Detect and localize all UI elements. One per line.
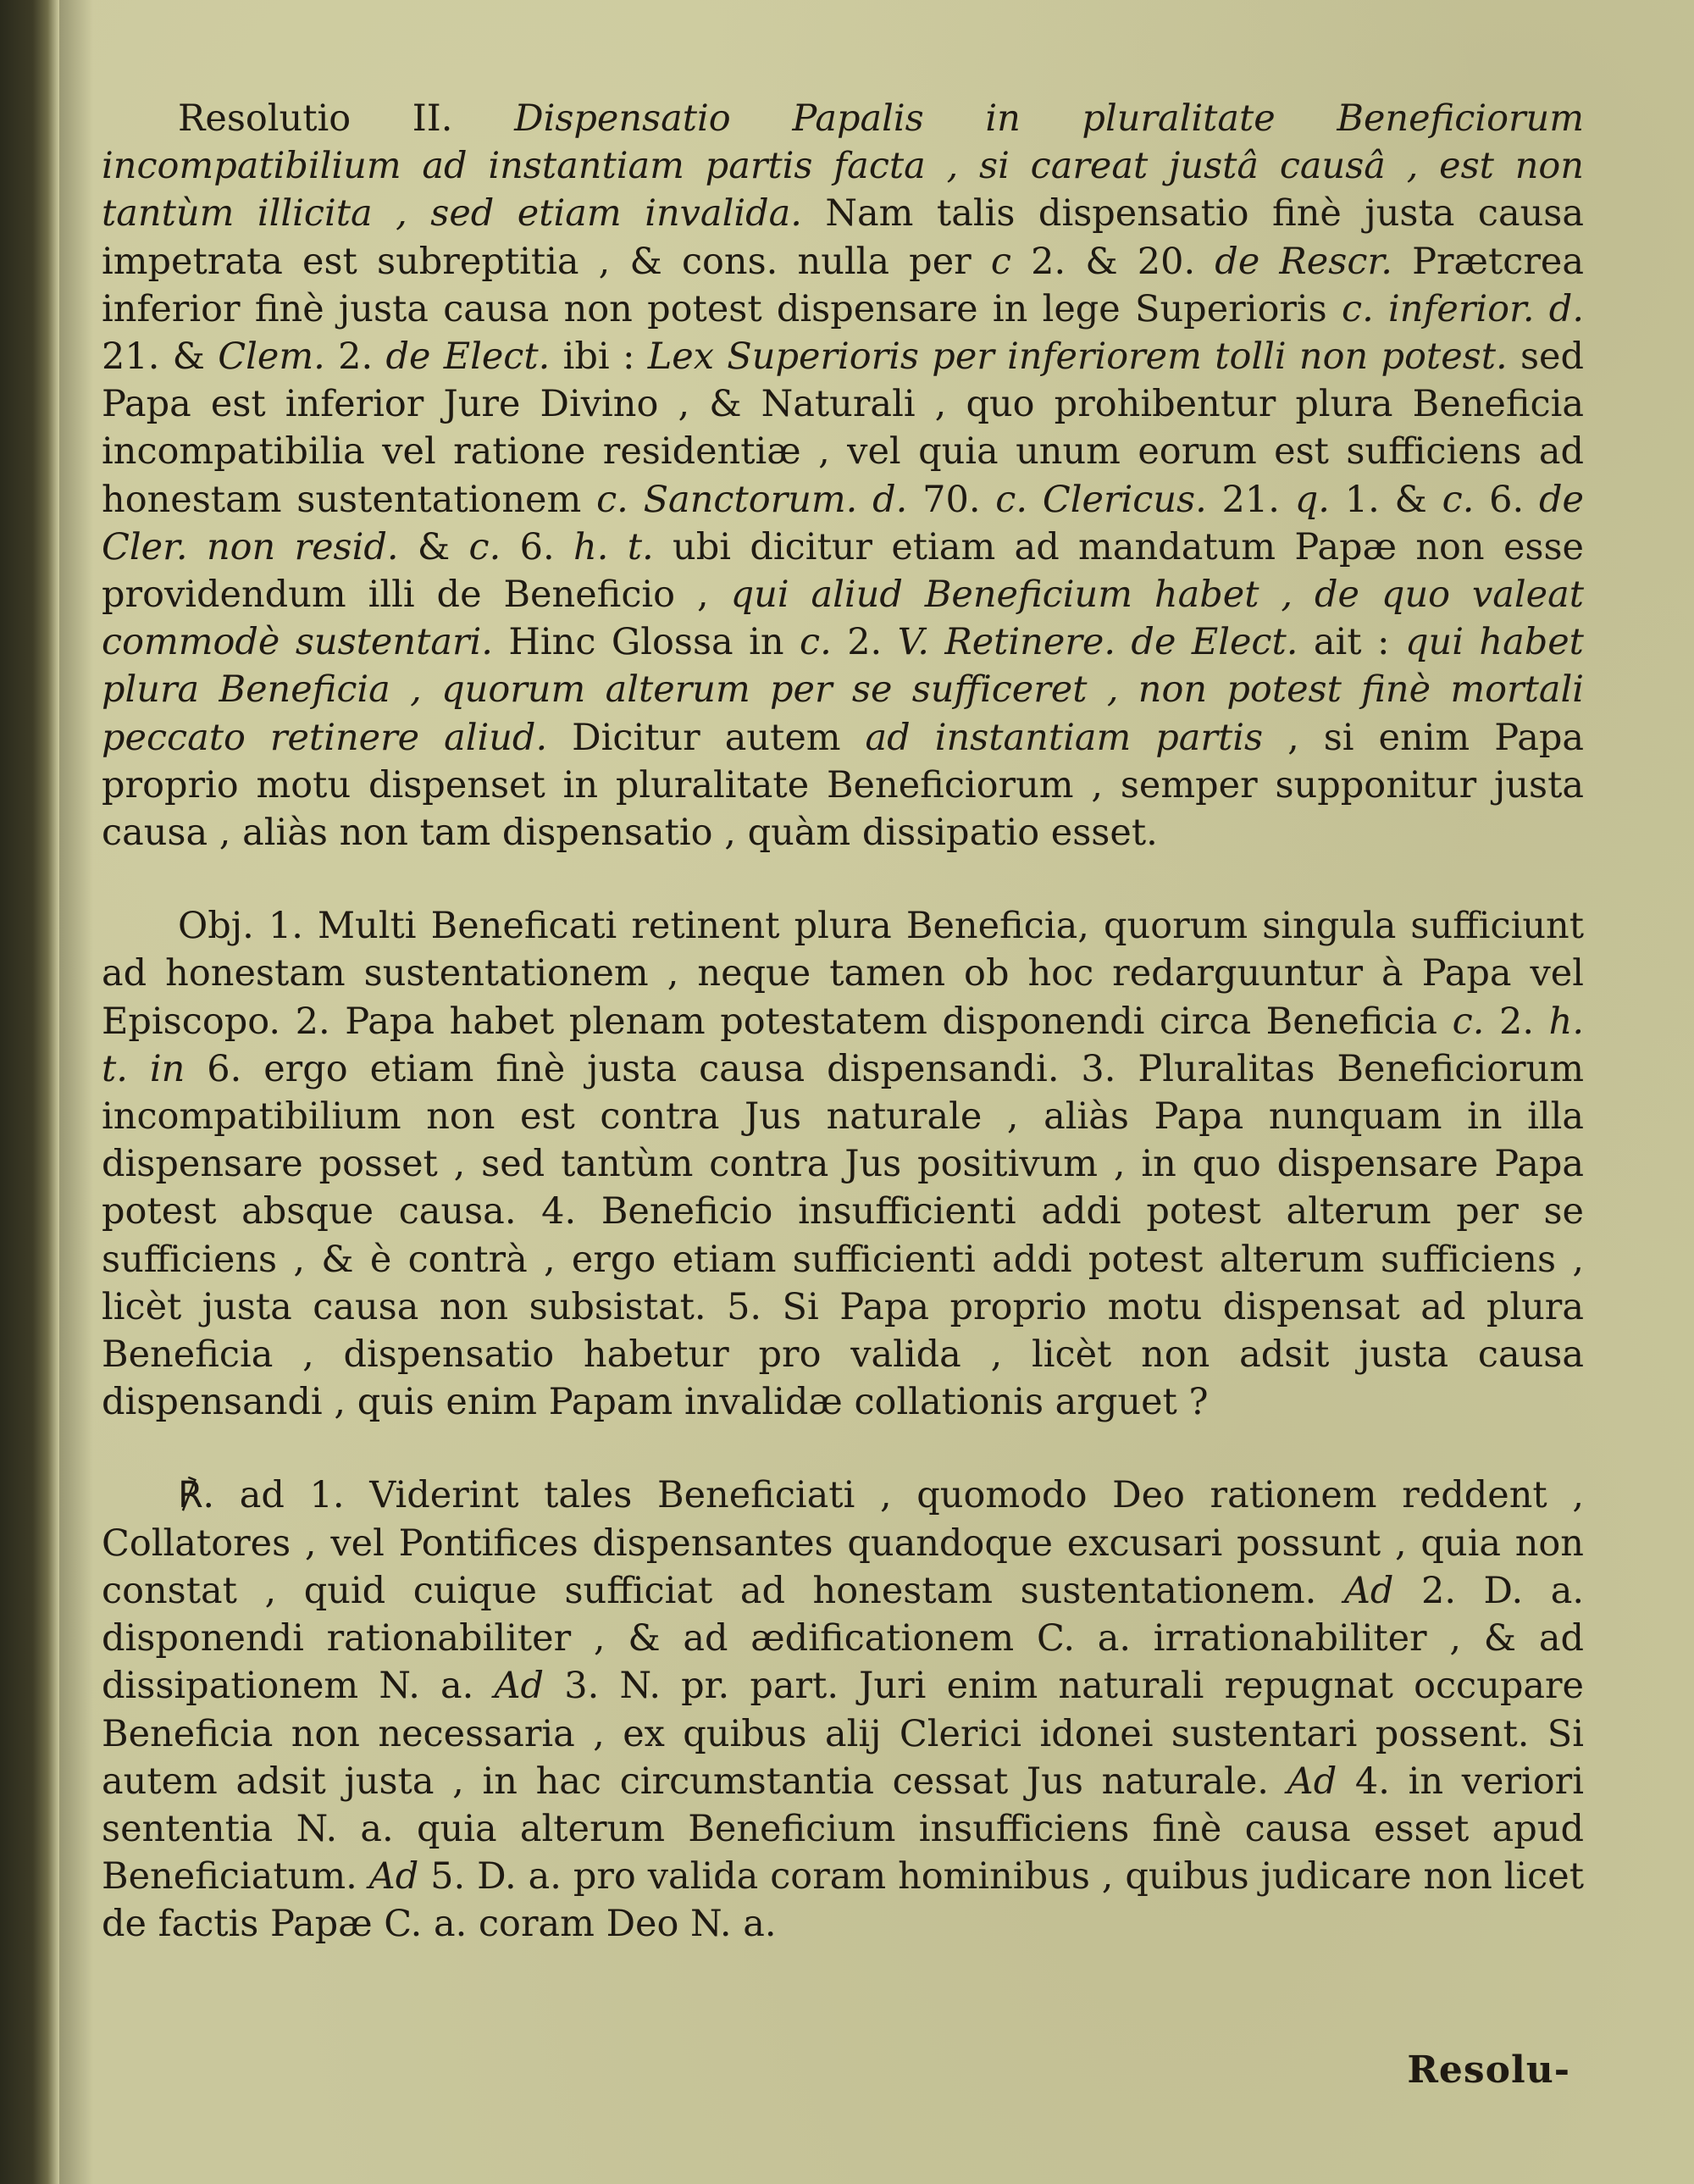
gutter-shadow (59, 0, 93, 2184)
objectio-paragraph: Obj. 1. Multi Beneficati retinent plura Beneficia, quorum singula sufficiunt ad honestam sustentationem , neque tamen ob hoc redarguuntur à Papa vel Episcopo. 2. Papa habet plenam potestatem disponendi circa Beneficia c. 2. h. t. in 6. ergo etiam finè justa causa dispensandi. 3. Pluralitas Beneficiorum incompatibilium non est contra Jus naturale , aliàs Papa nunquam in illa dispensare posset , sed tantùm contra Jus positivum , in quo dispensare Papa potest absque causa. 4. Beneficio insufficienti addi potest alterum per se sufficiens , & è contrà , ergo etiam sufficienti addi potest alterum sufficiens , licèt justa causa non subsistat. 5. Si Papa proprio motu dispensat ad plura Beneficia , dispensatio habetur pro valida , licèt non adsit justa causa dispensandi , quis enim Papam invalidæ collationis arguet ? (102, 905, 1584, 1424)
resolutio-thesis: Dispensatio Papalis in pluralitate Beneficiorum incompatibilium ad instantiam partis facta , si careat justâ causâ , est non tantùm illicita , sed etiam invalida. (102, 97, 1584, 236)
objectio-lead: Obj. 1. (178, 905, 303, 948)
resolutio-paragraph: Resolutio II. Dispensatio Papalis in pluralitate Beneficiorum incompatibilium ad instantiam partis facta , si careat justâ causâ , est non tantùm illicita , sed etiam invalida. Nam talis dispensatio finè justa causa impetrata est subreptitia , & cons. nulla per c 2. & 20. de Rescr. Prætcrea inferior finè justa causa non potest dispensare in lege Superioris c. inferior. d. 21. & Clem. 2. de Elect. ibi : Lex Superioris per inferiorem tolli non potest. sed Papa est inferior Jure Divino , & Naturali , quo prohibentur plura Beneficia incompatibilia vel ratione residentiæ , vel quia unum eorum est sufficiens ad honestam sustentationem c. Sanctorum. d. 70. c. Clericus. 21. q. 1. & c. 6. de Cler. non resid. & c. 6. h. t. ubi dicitur etiam ad mandatum Papæ non esse providendum illi de Beneficio , qui aliud Beneficium habet , de quo valeat commodè sustentari. Hinc Glossa in c. 2. V. Retinere. de Elect. ait : qui habet plura Beneficia , quorum alterum per se sufficeret , non potest finè mortali peccato retinere aliud. Dicitur autem ad instantiam partis , si enim Papa proprio motu dispenset in pluralitate Beneficiorum , semper supponitur justa causa , aliàs non tam dispensatio , quàm dissipatio esset. (102, 97, 1585, 855)
page-text-block (102, 95, 1584, 1948)
book-binding-edge (0, 0, 59, 2184)
resolutio-lead: Resolutio II. (178, 97, 453, 140)
catchword: Resolu- (1407, 2048, 1570, 2092)
responsio-paragraph: ℟. ad 1. Viderint tales Beneficiati , quomodo Deo rationem reddent , Collatores , vel Pontifices dispensantes quandoque excusari possunt , quia non constat , quid cuique sufficiat ad honestam sustentationem. Ad 2. D. a. disponendi rationabiliter , & ad ædificationem C. a. irrationabiliter , & ad dissipationem N. a. Ad 3. N. pr. part. Juri enim naturali repugnat occupare Beneficia non necessaria , ex quibus alij Clerici idonei sustentari possent. Si autem adsit justa , in hac circumstantia cessat Jus naturale. Ad 4. in veriori sententia N. a. quia alterum Beneficium insufficiens finè causa esset apud Beneficiatum. Ad 5. D. a. pro valida coram hominibus , quibus judicare non licet de factis Papæ C. a. coram Deo N. a. (102, 1474, 1585, 1946)
responsio-lead: ℟. ad 1. (178, 1474, 345, 1517)
